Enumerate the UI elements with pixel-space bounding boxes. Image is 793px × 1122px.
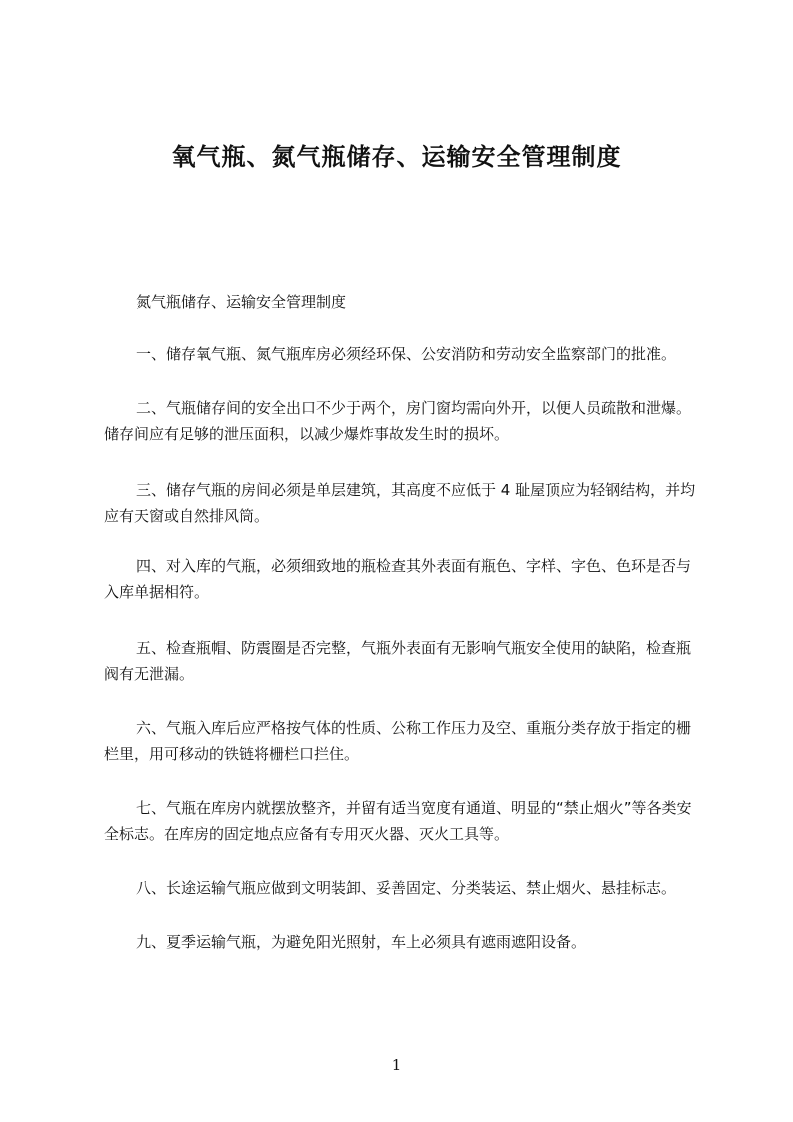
paragraph-3: 三、储存气瓶的房间必须是单层建筑，其高度不应低于 4 耻屋顶应为轻钢结构，并均应有天窗或自然排风筒。 bbox=[104, 481, 696, 525]
paragraph-8: 八、长途运输气瓶应做到文明装卸、妥善固定、分类装运、禁止烟火、悬挂标志。 bbox=[136, 879, 677, 897]
paragraph-1: 一、储存氧气瓶、氮气瓶库房必须经环保、公安消防和劳动安全监察部门的批准。 bbox=[136, 345, 677, 363]
paragraph-9: 九、夏季运输气瓶，为避免阳光照射，车上必须具有遮雨遮阳设备。 bbox=[136, 933, 587, 951]
paragraph-6: 六、气瓶入库后应严格按气体的性质、公称工作压力及空、重瓶分类存放于指定的栅栏里，用可移动的铁链将栅栏口拦住。 bbox=[104, 719, 692, 763]
paragraph-5: 五、检查瓶帽、防震圈是否完整，气瓶外表面有无影响气瓶安全使用的缺陷，检查瓶阀有无泄漏。 bbox=[104, 639, 692, 683]
paragraph-7: 七、气瓶在库房内就摆放整齐，并留有适当宽度有通道、明显的“禁止烟火”等各类安全标志。在库房的固定地点应备有专用灭火器、灭火工具等。 bbox=[104, 799, 692, 843]
paragraph-2: 二、气瓶储存间的安全出口不少于两个，房门窗均需向外开，以便人员疏散和泄爆。储存间应有足够的泄压面积，以减少爆炸事故发生时的损坏。 bbox=[104, 399, 692, 443]
paragraph-subtitle: 氮气瓶储存、运输安全管理制度 bbox=[136, 293, 347, 311]
page-number: 1 bbox=[391, 1056, 402, 1074]
document-title: 氧气瓶、氮气瓶储存、运输安全管理制度 bbox=[171, 143, 622, 171]
paragraph-4: 四、对入库的气瓶，必须细致地的瓶检查其外表面有瓶色、字样、字色、色环是否与入库单据相符。 bbox=[104, 557, 692, 601]
